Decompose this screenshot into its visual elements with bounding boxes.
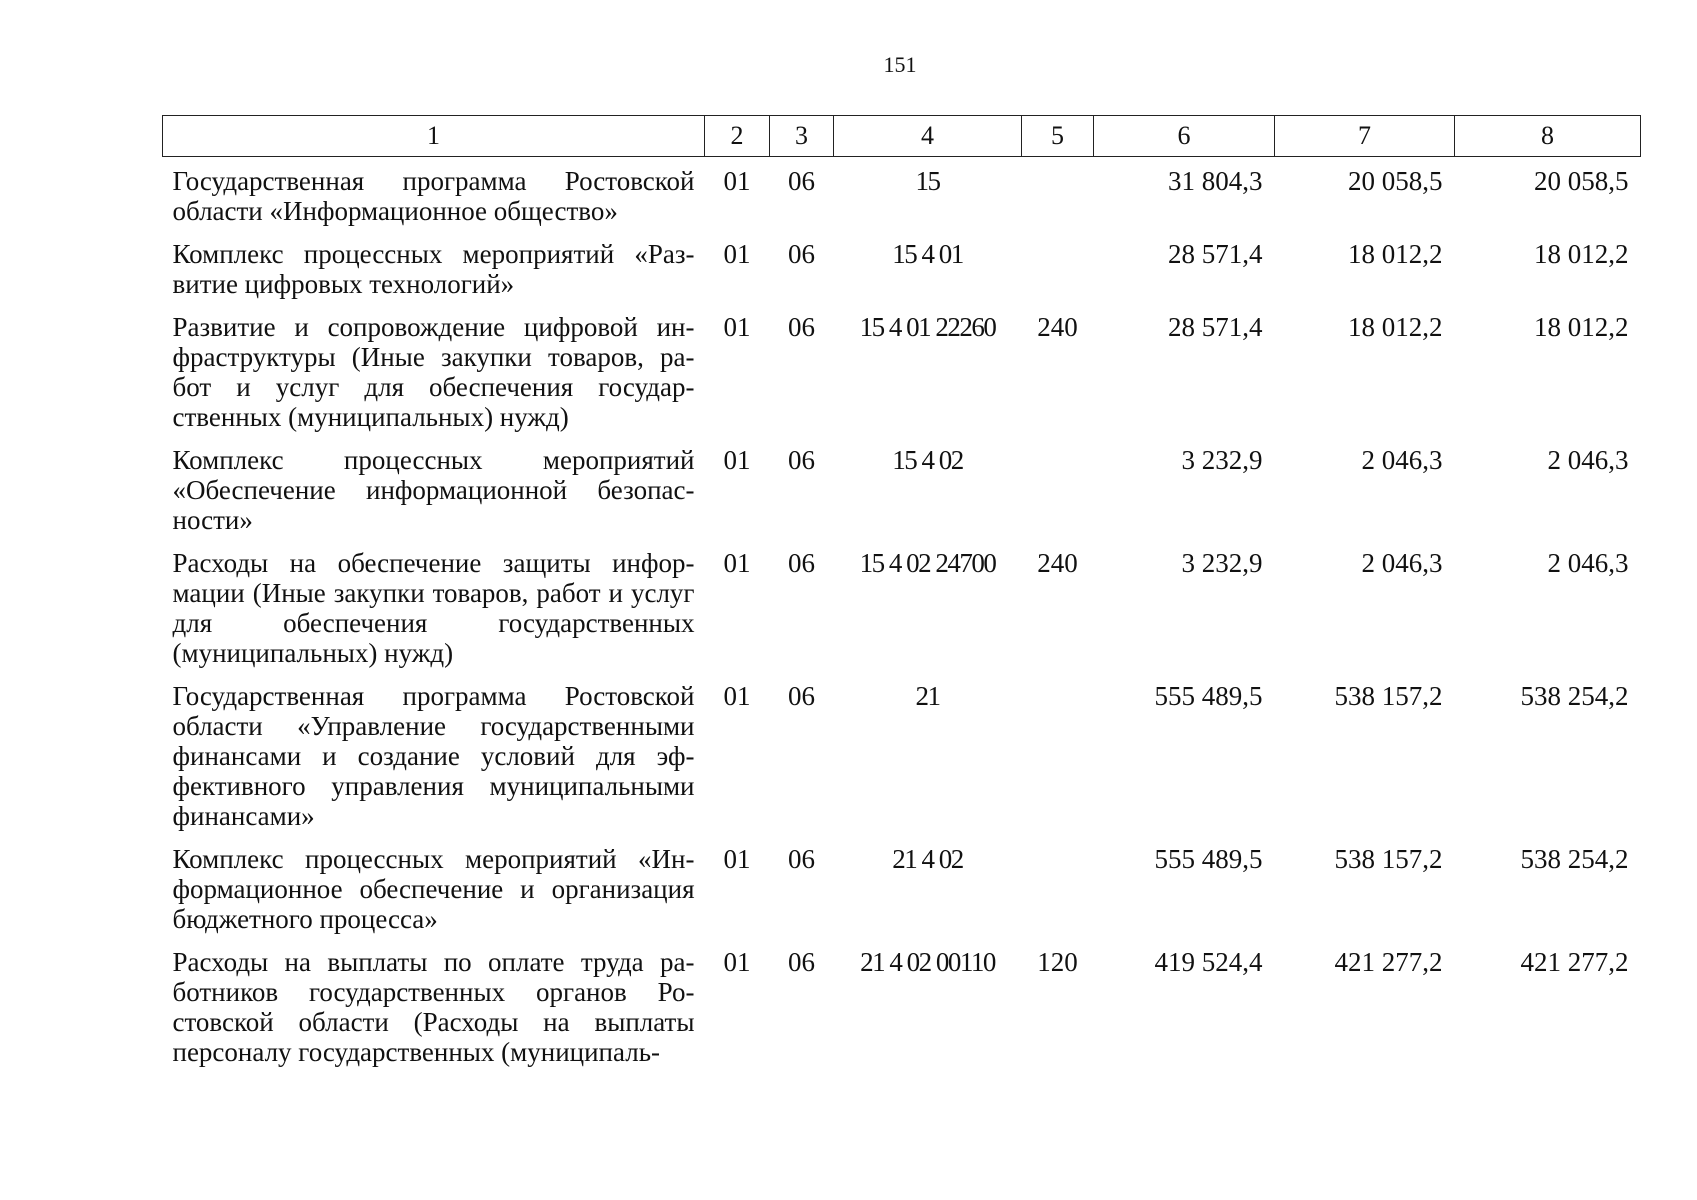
row-section: 01 (723, 312, 751, 342)
row-section: 01 (723, 548, 751, 578)
row-amount-3: 538 254,2 (1520, 844, 1629, 874)
row-expense-type (1022, 436, 1094, 539)
column-header-section: 2 (705, 116, 770, 157)
row-amount-3: 18 012,2 (1534, 239, 1629, 269)
row-amount-1: 28 571,4 (1168, 239, 1263, 269)
row-section: 01 (723, 947, 751, 977)
row-amount-3: 18 012,2 (1534, 312, 1629, 342)
row-amount-3: 2 046,3 (1547, 548, 1629, 578)
row-target-article: 21 4 02 00110 (860, 947, 995, 977)
table-row (163, 539, 1641, 672)
row-amount-1: 419 524,4 (1154, 947, 1263, 977)
row-amount-3: 2 046,3 (1547, 445, 1629, 475)
row-section: 01 (723, 445, 751, 475)
row-amount-1: 555 489,5 (1154, 681, 1263, 711)
row-expense-type (1022, 157, 1094, 231)
row-target-article: 15 (915, 166, 940, 196)
row-amount-2: 538 157,2 (1334, 844, 1443, 874)
row-subsection: 06 (788, 239, 815, 269)
column-header-amount-3: 8 (1455, 116, 1641, 157)
row-amount-1: 3 232,9 (1181, 445, 1263, 475)
page-number: 151 (883, 52, 917, 77)
row-amount-2: 421 277,2 (1334, 947, 1443, 977)
row-expense-type (1022, 835, 1094, 938)
row-target-article: 21 4 02 (892, 844, 963, 874)
row-amount-2: 2 046,3 (1361, 445, 1443, 475)
row-name: Комплекс процессных мероприятий «Обеспечение информационной безопас-ности» (172, 445, 695, 535)
row-amount-2: 18 012,2 (1348, 239, 1443, 269)
row-subsection: 06 (788, 844, 815, 874)
row-subsection: 06 (788, 681, 815, 711)
table-row (163, 230, 1641, 303)
column-header-subsection: 3 (770, 116, 834, 157)
row-amount-2: 538 157,2 (1334, 681, 1443, 711)
row-subsection: 06 (788, 947, 815, 977)
row-amount-1: 555 489,5 (1154, 844, 1263, 874)
column-header-target-article: 4 (834, 116, 1022, 157)
row-name: Комплекс процессных мероприятий «Раз-витие цифровых технологий» (172, 239, 695, 299)
row-amount-2: 2 046,3 (1361, 548, 1443, 578)
row-expense-type (1022, 672, 1094, 835)
table-row (163, 835, 1641, 938)
row-target-article: 15 4 02 24700 (859, 548, 996, 578)
row-subsection: 06 (788, 548, 815, 578)
row-name: Государственная программа Ростовской области «Информационное общество» (172, 166, 695, 226)
row-subsection: 06 (788, 445, 815, 475)
row-expense-type: 120 (1037, 947, 1078, 977)
row-amount-2: 20 058,5 (1348, 166, 1443, 196)
column-header-amount-2: 7 (1275, 116, 1455, 157)
row-amount-3: 20 058,5 (1534, 166, 1629, 196)
row-target-article: 15 4 01 (892, 239, 963, 269)
row-amount-1: 3 232,9 (1181, 548, 1263, 578)
row-amount-3: 421 277,2 (1520, 947, 1629, 977)
row-expense-type: 240 (1037, 548, 1078, 578)
row-amount-3: 538 254,2 (1520, 681, 1629, 711)
row-amount-1: 28 571,4 (1168, 312, 1263, 342)
row-amount-1: 31 804,3 (1168, 166, 1263, 196)
row-name: Расходы на обеспечение защиты инфор-мации (Иные закупки товаров, работ и услуг для обеспечения государственных (муниципальных) нужд) (172, 548, 695, 668)
row-target-article: 21 (915, 681, 940, 711)
row-section: 01 (723, 239, 751, 269)
table-row (163, 436, 1641, 539)
table-row (163, 938, 1641, 1071)
row-section: 01 (723, 166, 751, 196)
header-row (163, 116, 1641, 157)
column-header-expense-type: 5 (1022, 116, 1094, 157)
row-section: 01 (723, 844, 751, 874)
row-expense-type (1022, 230, 1094, 303)
row-name: Комплекс процессных мероприятий «Ин-формационное обеспечение и организация бюджетного процесса» (172, 844, 695, 934)
table-row (163, 672, 1641, 835)
budget-table (162, 115, 1641, 1071)
row-subsection: 06 (788, 166, 815, 196)
table-row (163, 303, 1641, 436)
table-row (163, 157, 1641, 231)
row-subsection: 06 (788, 312, 815, 342)
row-target-article: 15 4 01 22260 (859, 312, 996, 342)
row-section: 01 (723, 681, 751, 711)
row-name: Расходы на выплаты по оплате труда ра-ботников государственных органов Ро-стовской области (Расходы на выплаты персоналу государственных (муниципаль- (172, 947, 695, 1067)
row-expense-type: 240 (1037, 312, 1078, 342)
row-name: Государственная программа Ростовской области «Управление государственными финансами и создание условий для эф-фективного управления муниципальными финансами» (172, 681, 695, 831)
row-amount-2: 18 012,2 (1348, 312, 1443, 342)
row-target-article: 15 4 02 (892, 445, 963, 475)
column-header-amount-1: 6 (1094, 116, 1275, 157)
column-header-name: 1 (163, 116, 705, 157)
row-name: Развитие и сопровождение цифровой ин-фраструктуры (Иные закупки товаров, ра-бот и услуг для обеспечения государ-ственных (муниципальных) нужд) (172, 312, 695, 432)
